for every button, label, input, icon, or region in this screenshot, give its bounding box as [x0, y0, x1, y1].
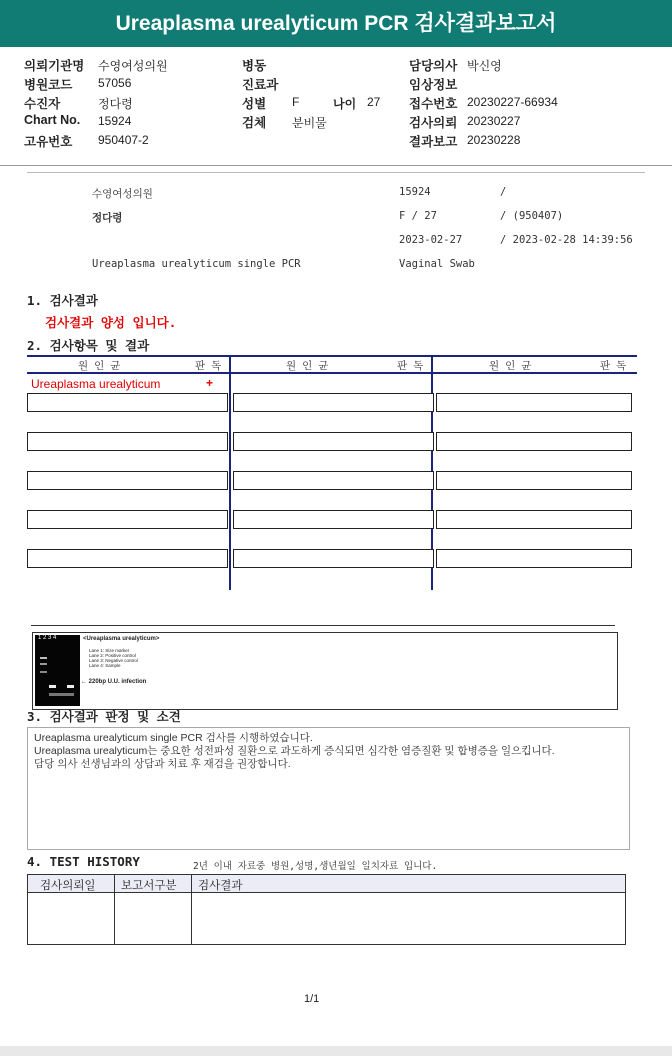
gel-band-label: ← 220bp U.U. infection: [81, 679, 147, 685]
info-value: 20230227: [467, 114, 521, 128]
info-label: 결과보고: [409, 135, 458, 149]
gel-image-panel: [32, 632, 618, 710]
gel-legend-item: Lane 2: Positive control: [89, 653, 136, 658]
report-date: / 2023-02-28 14:39:56: [500, 234, 633, 246]
table-col-divider: [229, 355, 231, 590]
pathogen-name: Ureaplasma urealyticum: [31, 377, 161, 391]
table-top-line: [27, 355, 637, 357]
gel-legend-item: Lane 4: Sample: [89, 663, 121, 668]
info-value: 20230227-66934: [467, 95, 558, 109]
request-date: 2023-02-27: [399, 234, 463, 246]
section-4-title: 4. TEST HISTORY: [27, 854, 140, 869]
info-value: F: [292, 95, 300, 109]
col-header-pathogen: 원인균: [489, 360, 538, 372]
info-label: 병원코드: [24, 78, 73, 92]
gel-legend-item: Lane 3: Negative control: [89, 658, 138, 663]
gel-band: [40, 657, 47, 659]
info-label: 의뢰기관명: [24, 59, 85, 73]
page-bottom-bar: [0, 1046, 672, 1056]
section-3-title: 3. 검사결과 판정 및 소견: [27, 709, 181, 724]
age-value: 27: [367, 95, 381, 109]
comment-line: 담당 의사 선생님과의 상담과 치료 후 재검을 권장합니다.: [34, 758, 291, 770]
gel-band: [40, 671, 47, 673]
comment-box: [27, 727, 630, 850]
sex-age: F / 27: [399, 210, 437, 222]
info-value: 수영여성의원: [98, 59, 168, 73]
section-1-title: 1. 검사결과: [27, 293, 98, 308]
result-cell: [436, 471, 632, 490]
comment-text: [28, 728, 629, 775]
col-header-result: 판독: [397, 360, 430, 372]
info-value: 950407-2: [98, 133, 149, 147]
history-header-row: [28, 875, 625, 893]
result-cell: [27, 549, 228, 568]
section-2-title: 2. 검사항목 및 결과: [27, 338, 150, 353]
info-label: 담당의사: [409, 59, 458, 73]
info-value: 15924: [98, 114, 132, 128]
info-value: 박신영: [467, 59, 502, 73]
comment-line: Ureaplasma urealyticum single PCR 검사를 시행하였습니다.: [34, 732, 313, 744]
history-col-divider: [191, 875, 192, 944]
info-label: Chart No.: [24, 113, 81, 127]
divider: [27, 172, 645, 173]
info-label: 임상정보: [409, 78, 458, 92]
history-table: [27, 874, 626, 945]
result-cell: [436, 432, 632, 451]
gel-band: [67, 685, 74, 688]
info-label: 수진자: [24, 97, 61, 111]
result-cell: [233, 432, 434, 451]
gel-band: [40, 663, 47, 665]
col-header-pathogen: 원인균: [286, 360, 335, 372]
gel-band: [49, 693, 74, 696]
gel-legend-item: Lane 1: Size marker: [89, 648, 130, 653]
gel-lane-numbers: 1 2 3 4: [38, 635, 57, 641]
chart-number: 15924: [399, 186, 431, 198]
age-label: 나이: [333, 97, 357, 111]
info-label: 성별: [242, 97, 267, 111]
gel-electrophoresis-image: [35, 635, 80, 706]
col-header-result: 판독: [195, 360, 228, 372]
info-label: 접수번호: [409, 97, 458, 111]
comment-line: Ureaplasma urealyticum는 중요한 성전파성 질환으로 과도하게 증식되면 심각한 염증질환 및 합병증을 일으킵니다.: [34, 745, 555, 757]
result-positive-text: 검사결과 양성 입니다.: [45, 315, 177, 330]
result-cell: [27, 510, 228, 529]
history-col-date: 검사의뢰일: [40, 880, 96, 892]
info-value: 분비물: [292, 116, 327, 130]
specimen-type: Vaginal Swab: [399, 258, 475, 270]
history-col-result: 검사결과: [198, 880, 243, 892]
result-cell: [27, 393, 228, 412]
page-number: 1/1: [304, 993, 320, 1005]
divider: [0, 165, 672, 166]
slash: /: [500, 186, 507, 198]
result-cell: [233, 393, 434, 412]
info-label: 검체: [242, 116, 267, 130]
result-cell: [436, 549, 632, 568]
info-value: 57056: [98, 76, 132, 90]
col-header-pathogen: 원인균: [78, 360, 127, 372]
result-cell: [27, 432, 228, 451]
result-cell: [233, 471, 434, 490]
info-label: 고유번호: [24, 135, 73, 149]
col-header-result: 판독: [600, 360, 633, 372]
pathogen-result: +: [206, 376, 214, 390]
divider: [31, 625, 615, 626]
clinic-name: 수영여성의원: [92, 188, 153, 200]
info-value: 20230228: [467, 133, 521, 147]
info-label: 검사의뢰: [409, 116, 458, 130]
history-col-type: 보고서구분: [121, 880, 177, 892]
result-cell: [436, 393, 632, 412]
result-cell: [233, 510, 434, 529]
info-label: 병동: [242, 59, 267, 73]
result-cell: [27, 471, 228, 490]
history-col-divider: [114, 875, 115, 944]
report-title: Ureaplasma urealyticum PCR 검사결과보고서: [0, 0, 672, 47]
result-cell: [233, 549, 434, 568]
info-label: 진료과: [242, 78, 279, 92]
patient-name: 정다령: [92, 212, 123, 224]
gel-band: [49, 685, 56, 688]
gel-legend: [89, 648, 138, 668]
history-note: 2년 이내 자료중 병원,성명,생년월일 일치자료 입니다.: [193, 861, 438, 872]
result-cell: [436, 510, 632, 529]
test-name: Ureaplasma urealyticum single PCR: [92, 258, 301, 270]
gel-title: <Ureaplasma urealyticum>: [83, 636, 160, 642]
info-value: 정다령: [98, 97, 133, 111]
patient-id: / (950407): [500, 210, 564, 222]
